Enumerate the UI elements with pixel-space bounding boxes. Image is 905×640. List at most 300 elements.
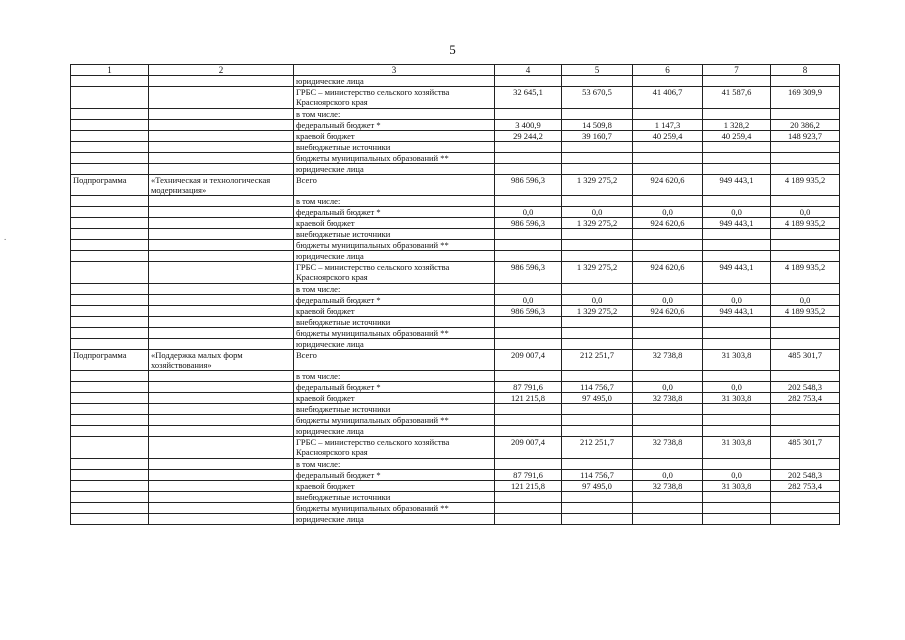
amount-cell-col6: 0,0: [633, 382, 703, 393]
amount-cell-col4: [495, 142, 562, 153]
amount-cell-col5: 114 756,7: [562, 470, 633, 481]
section-type-cell: [71, 393, 149, 404]
table-row: [71, 306, 840, 317]
header-cell-5: 5: [562, 65, 633, 76]
amount-cell-col6: 32 738,8: [633, 481, 703, 492]
amount-cell-col4: [495, 404, 562, 415]
amount-cell-col4: 121 215,8: [495, 393, 562, 404]
subprogram-name-cell: [149, 131, 294, 142]
table-row: [71, 317, 840, 328]
amount-cell-col8: [771, 196, 840, 207]
amount-cell-col8: 4 189 935,2: [771, 306, 840, 317]
amount-cell-col5: [562, 492, 633, 503]
amount-cell-col8: 202 548,3: [771, 382, 840, 393]
section-type-cell: [71, 284, 149, 295]
amount-cell-col7: 41 587,6: [703, 87, 771, 109]
amount-cell-col7: 949 443,1: [703, 262, 771, 284]
header-cell-8: 8: [771, 65, 840, 76]
subprogram-name-cell: [149, 120, 294, 131]
funding-source-cell: внебюджетные источники: [294, 404, 495, 415]
amount-cell-col4: [495, 240, 562, 251]
amount-cell-col4: 209 007,4: [495, 350, 562, 371]
funding-source-cell: в том числе:: [294, 284, 495, 295]
funding-source-cell: краевой бюджет: [294, 218, 495, 229]
table-row: [71, 481, 840, 492]
funding-source-cell: юридические лица: [294, 426, 495, 437]
amount-cell-col5: [562, 503, 633, 514]
section-type-cell: [71, 131, 149, 142]
amount-cell-col7: [703, 109, 771, 120]
amount-cell-col6: [633, 503, 703, 514]
amount-cell-col7: 0,0: [703, 207, 771, 218]
amount-cell-col5: [562, 229, 633, 240]
table-row: [71, 415, 840, 426]
section-type-cell: Подпрограмма: [71, 350, 149, 371]
amount-cell-col4: [495, 503, 562, 514]
section-type-cell: [71, 514, 149, 525]
amount-cell-col6: [633, 229, 703, 240]
amount-cell-col7: [703, 459, 771, 470]
amount-cell-col5: 14 509,8: [562, 120, 633, 131]
amount-cell-col6: [633, 317, 703, 328]
table-row: [71, 437, 840, 459]
amount-cell-col8: [771, 109, 840, 120]
funding-source-cell: федеральный бюджет *: [294, 470, 495, 481]
table-row: [71, 251, 840, 262]
amount-cell-col6: 0,0: [633, 470, 703, 481]
amount-cell-col7: [703, 503, 771, 514]
section-type-cell: [71, 426, 149, 437]
subprogram-name-cell: [149, 393, 294, 404]
amount-cell-col6: 0,0: [633, 295, 703, 306]
margin-mark: .: [4, 232, 7, 242]
amount-cell-col5: [562, 153, 633, 164]
amount-cell-col7: 0,0: [703, 382, 771, 393]
amount-cell-col5: [562, 459, 633, 470]
subprogram-name-cell: [149, 207, 294, 218]
amount-cell-col5: [562, 371, 633, 382]
amount-cell-col5: 1 329 275,2: [562, 262, 633, 284]
funding-source-cell: юридические лица: [294, 339, 495, 350]
amount-cell-col6: [633, 142, 703, 153]
amount-cell-col6: [633, 492, 703, 503]
amount-cell-col4: [495, 328, 562, 339]
section-type-cell: [71, 207, 149, 218]
table-row: [71, 404, 840, 415]
funding-source-cell: ГРБС – министерство сельского хозяйства Красноярского края: [294, 262, 495, 284]
amount-cell-col8: 148 923,7: [771, 131, 840, 142]
section-type-cell: [71, 120, 149, 131]
amount-cell-col4: 29 244,2: [495, 131, 562, 142]
subprogram-name-cell: [149, 404, 294, 415]
amount-cell-col4: 209 007,4: [495, 437, 562, 459]
amount-cell-col8: 0,0: [771, 295, 840, 306]
amount-cell-col6: [633, 240, 703, 251]
amount-cell-col4: 3 400,9: [495, 120, 562, 131]
table-row: [71, 120, 840, 131]
amount-cell-col8: [771, 459, 840, 470]
funding-source-cell: юридические лица: [294, 514, 495, 525]
section-type-cell: [71, 404, 149, 415]
section-type-cell: Подпрограмма: [71, 175, 149, 196]
header-cell-2: 2: [149, 65, 294, 76]
table-row: [71, 131, 840, 142]
amount-cell-col5: 0,0: [562, 207, 633, 218]
funding-source-cell: бюджеты муниципальных образований **: [294, 328, 495, 339]
amount-cell-col7: [703, 251, 771, 262]
amount-cell-col6: [633, 76, 703, 87]
section-type-cell: [71, 371, 149, 382]
section-type-cell: [71, 109, 149, 120]
amount-cell-col4: 0,0: [495, 207, 562, 218]
amount-cell-col4: [495, 109, 562, 120]
funding-source-cell: бюджеты муниципальных образований **: [294, 240, 495, 251]
table-row: [71, 207, 840, 218]
table-row: [71, 503, 840, 514]
funding-source-cell: бюджеты муниципальных образований **: [294, 503, 495, 514]
amount-cell-col5: 1 329 275,2: [562, 175, 633, 196]
amount-cell-col4: 32 645,1: [495, 87, 562, 109]
amount-cell-col6: [633, 251, 703, 262]
subprogram-name-cell: [149, 109, 294, 120]
amount-cell-col5: [562, 196, 633, 207]
amount-cell-col8: [771, 328, 840, 339]
section-type-cell: [71, 459, 149, 470]
amount-cell-col8: 169 309,9: [771, 87, 840, 109]
table-row: [71, 142, 840, 153]
table-row: [71, 153, 840, 164]
header-cell-3: 3: [294, 65, 495, 76]
amount-cell-col4: [495, 371, 562, 382]
amount-cell-col6: 41 406,7: [633, 87, 703, 109]
funding-source-cell: внебюджетные источники: [294, 142, 495, 153]
funding-source-cell: краевой бюджет: [294, 393, 495, 404]
table-row: [71, 339, 840, 350]
amount-cell-col7: [703, 415, 771, 426]
amount-cell-col5: 1 329 275,2: [562, 306, 633, 317]
amount-cell-col6: [633, 196, 703, 207]
funding-source-cell: ГРБС – министерство сельского хозяйства Красноярского края: [294, 437, 495, 459]
amount-cell-col5: 212 251,7: [562, 350, 633, 371]
section-type-cell: [71, 503, 149, 514]
amount-cell-col7: 31 303,8: [703, 350, 771, 371]
section-type-cell: [71, 164, 149, 175]
amount-cell-col5: [562, 240, 633, 251]
amount-cell-col4: 986 596,3: [495, 306, 562, 317]
table-row: [71, 470, 840, 481]
amount-cell-col4: [495, 76, 562, 87]
subprogram-name-cell: [149, 251, 294, 262]
section-type-cell: [71, 317, 149, 328]
subprogram-name-cell: [149, 470, 294, 481]
amount-cell-col6: [633, 328, 703, 339]
section-type-cell: [71, 76, 149, 87]
amount-cell-col6: [633, 415, 703, 426]
amount-cell-col6: [633, 371, 703, 382]
table-row: [71, 164, 840, 175]
subprogram-name-cell: [149, 437, 294, 459]
amount-cell-col6: [633, 153, 703, 164]
section-type-cell: [71, 437, 149, 459]
amount-cell-col8: [771, 492, 840, 503]
amount-cell-col4: [495, 153, 562, 164]
amount-cell-col7: [703, 426, 771, 437]
amount-cell-col6: 924 620,6: [633, 262, 703, 284]
subprogram-name-cell: [149, 514, 294, 525]
amount-cell-col6: [633, 514, 703, 525]
funding-source-cell: федеральный бюджет *: [294, 382, 495, 393]
amount-cell-col7: [703, 514, 771, 525]
section-type-cell: [71, 415, 149, 426]
amount-cell-col5: [562, 164, 633, 175]
subprogram-name-cell: [149, 87, 294, 109]
table-row: [71, 109, 840, 120]
amount-cell-col6: 1 147,3: [633, 120, 703, 131]
section-type-cell: [71, 142, 149, 153]
table-row: [71, 76, 840, 87]
amount-cell-col7: [703, 317, 771, 328]
amount-cell-col5: [562, 317, 633, 328]
table-row: [71, 328, 840, 339]
amount-cell-col4: [495, 284, 562, 295]
amount-cell-col7: [703, 153, 771, 164]
amount-cell-col6: 32 738,8: [633, 350, 703, 371]
subprogram-name-cell: [149, 306, 294, 317]
section-type-cell: [71, 339, 149, 350]
funding-source-cell: краевой бюджет: [294, 481, 495, 492]
subprogram-name-cell: [149, 262, 294, 284]
subprogram-name-cell: [149, 503, 294, 514]
amount-cell-col7: [703, 164, 771, 175]
amount-cell-col8: 4 189 935,2: [771, 218, 840, 229]
table-row: [71, 262, 840, 284]
subprogram-name-cell: [149, 317, 294, 328]
section-type-cell: [71, 196, 149, 207]
amount-cell-col6: [633, 284, 703, 295]
funding-source-cell: в том числе:: [294, 196, 495, 207]
header-row: [71, 65, 840, 76]
amount-cell-col8: 20 386,2: [771, 120, 840, 131]
amount-cell-col5: 1 329 275,2: [562, 218, 633, 229]
amount-cell-col8: [771, 339, 840, 350]
amount-cell-col7: [703, 371, 771, 382]
amount-cell-col6: [633, 404, 703, 415]
subprogram-name-cell: [149, 481, 294, 492]
section-type-cell: [71, 328, 149, 339]
table-row: [71, 229, 840, 240]
amount-cell-col8: 4 189 935,2: [771, 262, 840, 284]
table-row: [71, 514, 840, 525]
table-row: [71, 218, 840, 229]
amount-cell-col4: [495, 229, 562, 240]
subprogram-name-cell: [149, 415, 294, 426]
amount-cell-col7: [703, 240, 771, 251]
amount-cell-col8: [771, 514, 840, 525]
funding-source-cell: внебюджетные источники: [294, 317, 495, 328]
subprogram-name-cell: [149, 76, 294, 87]
section-type-cell: [71, 295, 149, 306]
subprogram-name-cell: [149, 339, 294, 350]
funding-source-cell: в том числе:: [294, 109, 495, 120]
header-cell-6: 6: [633, 65, 703, 76]
section-type-cell: [71, 481, 149, 492]
table-row: [71, 382, 840, 393]
section-type-cell: [71, 240, 149, 251]
amount-cell-col8: [771, 371, 840, 382]
amount-cell-col6: 924 620,6: [633, 306, 703, 317]
amount-cell-col6: 32 738,8: [633, 393, 703, 404]
amount-cell-col5: [562, 328, 633, 339]
funding-source-cell: краевой бюджет: [294, 131, 495, 142]
section-type-cell: [71, 306, 149, 317]
amount-cell-col7: [703, 76, 771, 87]
subprogram-name-cell: [149, 492, 294, 503]
amount-cell-col5: [562, 404, 633, 415]
amount-cell-col4: [495, 164, 562, 175]
amount-cell-col8: [771, 153, 840, 164]
table-row: [71, 350, 840, 371]
amount-cell-col8: [771, 404, 840, 415]
funding-source-cell: внебюджетные источники: [294, 229, 495, 240]
amount-cell-col6: [633, 339, 703, 350]
funding-source-cell: внебюджетные источники: [294, 492, 495, 503]
amount-cell-col5: [562, 109, 633, 120]
table-row: [71, 459, 840, 470]
amount-cell-col4: [495, 415, 562, 426]
subprogram-name-cell: [149, 382, 294, 393]
amount-cell-col6: 924 620,6: [633, 175, 703, 196]
amount-cell-col4: [495, 339, 562, 350]
amount-cell-col8: 202 548,3: [771, 470, 840, 481]
amount-cell-col8: [771, 415, 840, 426]
amount-cell-col4: [495, 426, 562, 437]
funding-source-cell: в том числе:: [294, 459, 495, 470]
amount-cell-col4: 121 215,8: [495, 481, 562, 492]
amount-cell-col7: [703, 196, 771, 207]
amount-cell-col7: [703, 492, 771, 503]
amount-cell-col8: 485 301,7: [771, 437, 840, 459]
amount-cell-col4: 986 596,3: [495, 262, 562, 284]
amount-cell-col5: [562, 251, 633, 262]
amount-cell-col8: 0,0: [771, 207, 840, 218]
table-row: [71, 426, 840, 437]
amount-cell-col8: [771, 317, 840, 328]
amount-cell-col6: [633, 164, 703, 175]
amount-cell-col4: [495, 251, 562, 262]
funding-source-cell: федеральный бюджет *: [294, 207, 495, 218]
section-type-cell: [71, 229, 149, 240]
amount-cell-col8: [771, 284, 840, 295]
subprogram-name-cell: [149, 229, 294, 240]
funding-source-cell: федеральный бюджет *: [294, 295, 495, 306]
funding-source-cell: Всего: [294, 350, 495, 371]
amount-cell-col7: 949 443,1: [703, 218, 771, 229]
amount-cell-col4: [495, 196, 562, 207]
section-type-cell: [71, 87, 149, 109]
amount-cell-col7: [703, 284, 771, 295]
funding-source-cell: юридические лица: [294, 76, 495, 87]
amount-cell-col5: [562, 142, 633, 153]
amount-cell-col7: 0,0: [703, 295, 771, 306]
amount-cell-col5: [562, 284, 633, 295]
amount-cell-col7: 31 303,8: [703, 393, 771, 404]
budget-table: [70, 64, 840, 525]
amount-cell-col7: 31 303,8: [703, 437, 771, 459]
subprogram-name-cell: [149, 240, 294, 251]
amount-cell-col8: [771, 229, 840, 240]
table-row: [71, 175, 840, 196]
funding-source-cell: ГРБС – министерство сельского хозяйства Красноярского края: [294, 87, 495, 109]
amount-cell-col8: [771, 251, 840, 262]
section-type-cell: [71, 251, 149, 262]
amount-cell-col7: 949 443,1: [703, 175, 771, 196]
table-row: [71, 196, 840, 207]
subprogram-name-cell: [149, 153, 294, 164]
funding-source-cell: Всего: [294, 175, 495, 196]
table-body: [71, 76, 840, 525]
amount-cell-col5: [562, 339, 633, 350]
amount-cell-col8: [771, 503, 840, 514]
subprogram-name-cell: [149, 196, 294, 207]
amount-cell-col4: [495, 317, 562, 328]
amount-cell-col6: [633, 459, 703, 470]
amount-cell-col6: [633, 426, 703, 437]
funding-source-cell: бюджеты муниципальных образований **: [294, 153, 495, 164]
amount-cell-col5: 97 495,0: [562, 393, 633, 404]
table-row: [71, 295, 840, 306]
subprogram-name-cell: [149, 218, 294, 229]
funding-source-cell: бюджеты муниципальных образований **: [294, 415, 495, 426]
subprogram-name-cell: «Поддержка малых форм хозяйствования»: [149, 350, 294, 371]
section-type-cell: [71, 470, 149, 481]
amount-cell-col6: 40 259,4: [633, 131, 703, 142]
amount-cell-col4: 87 791,6: [495, 470, 562, 481]
section-type-cell: [71, 262, 149, 284]
header-cell-4: 4: [495, 65, 562, 76]
amount-cell-col6: 0,0: [633, 207, 703, 218]
funding-source-cell: краевой бюджет: [294, 306, 495, 317]
amount-cell-col7: 1 328,2: [703, 120, 771, 131]
amount-cell-col7: 40 259,4: [703, 131, 771, 142]
amount-cell-col4: 87 791,6: [495, 382, 562, 393]
header-cell-1: 1: [71, 65, 149, 76]
amount-cell-col5: 53 670,5: [562, 87, 633, 109]
amount-cell-col8: [771, 142, 840, 153]
amount-cell-col5: 212 251,7: [562, 437, 633, 459]
amount-cell-col7: 31 303,8: [703, 481, 771, 492]
amount-cell-col7: [703, 229, 771, 240]
amount-cell-col7: 949 443,1: [703, 306, 771, 317]
subprogram-name-cell: [149, 284, 294, 295]
amount-cell-col8: [771, 240, 840, 251]
table-row: [71, 393, 840, 404]
amount-cell-col8: 485 301,7: [771, 350, 840, 371]
amount-cell-col5: 39 160,7: [562, 131, 633, 142]
amount-cell-col4: 986 596,3: [495, 218, 562, 229]
subprogram-name-cell: [149, 371, 294, 382]
subprogram-name-cell: «Техническая и технологическая модернизация»: [149, 175, 294, 196]
amount-cell-col7: [703, 339, 771, 350]
subprogram-name-cell: [149, 295, 294, 306]
subprogram-name-cell: [149, 142, 294, 153]
subprogram-name-cell: [149, 164, 294, 175]
section-type-cell: [71, 153, 149, 164]
funding-source-cell: юридические лица: [294, 164, 495, 175]
section-type-cell: [71, 218, 149, 229]
amount-cell-col8: [771, 76, 840, 87]
subprogram-name-cell: [149, 328, 294, 339]
amount-cell-col4: 0,0: [495, 295, 562, 306]
